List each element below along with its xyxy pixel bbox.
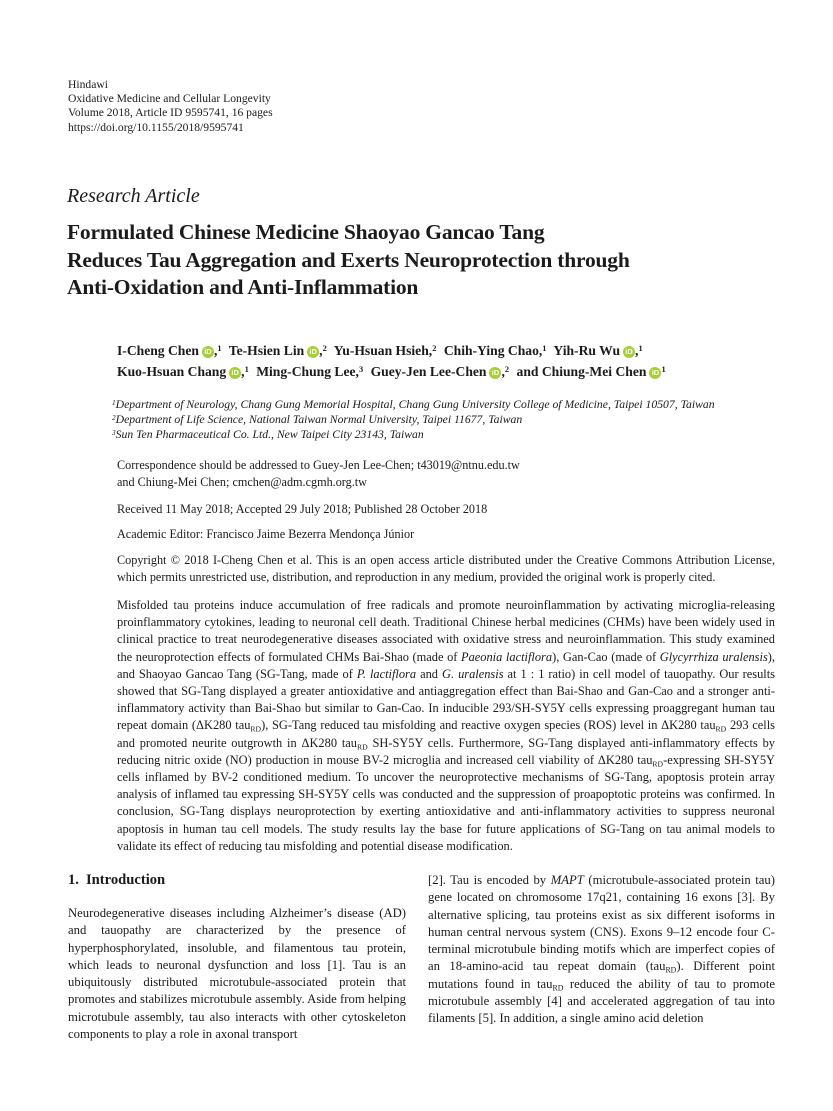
author: Yih-Ru Wu iD ,$^1$ xyxy=(553,343,643,358)
affiliation-ref: 1 xyxy=(638,343,643,354)
author: Guey-Jen Lee-Chen iD ,$^2$ xyxy=(370,363,510,379)
author: Kuo-Hsuan Chang iD ,$^1$ xyxy=(117,363,249,379)
affiliation-list xyxy=(112,398,782,443)
affiliation-ref: 3 xyxy=(358,363,364,374)
author-list xyxy=(117,341,782,382)
introduction-paragraph-right: [2]. Tau is encoded by MAPT (microtubule-associated protein tau) gene located on chromosome 17q21, containing 16 exons [3]. By alternative splicing, tau proteins exist as six different isoforms in human central nervous system (CNS). Exons 9–12 encode four C-terminal microtubule binding motifs which are imperfect copies of an 18-amino-acid tau repeat domain (tau$_{RD}$). Different point mutations found in tau$_{RD}$ reduced the ability of tau to promote microtubule assembly [4] and accelerated aggregation of tau into filaments [5]. In addition, a single amino acid deletion xyxy=(428,873,775,1026)
doi-link[interactable]: https://doi.org/10.1155/2018/9595741 xyxy=(68,120,244,134)
article-dates: Received 11 May 2018; Accepted 29 July 2018; Published 28 October 2018 xyxy=(117,502,488,516)
affiliation-ref: 2 xyxy=(504,363,510,374)
affiliation-ref: 1 xyxy=(542,343,547,354)
affiliation-ref: 1 xyxy=(244,363,249,374)
volume-line: Volume 2018, Article ID 9595741, 16 pages xyxy=(68,106,273,120)
email-link[interactable]: cmchen@adm.cgmh.org.tw xyxy=(232,474,367,489)
body-column-left xyxy=(68,872,406,1043)
affiliation-ref: 1 xyxy=(217,343,222,354)
correspondence-note: Correspondence should be addressed to Guey-Jen Lee-Chen; t43019@ntnu.edu.tw and Chiung-Mei Chen; cmchen@adm.cgmh.org.tw xyxy=(117,458,520,489)
orcid-icon[interactable]: iD xyxy=(649,367,661,379)
orcid-icon[interactable]: iD xyxy=(202,346,214,358)
article-title xyxy=(67,219,777,302)
orcid-icon[interactable]: iD xyxy=(307,346,319,358)
author: I-Cheng Chen iD ,$^1$ xyxy=(117,343,222,358)
orcid-icon[interactable]: iD xyxy=(489,367,501,379)
affiliation: $^2$Department of Life Science, National Taiwan Normal University, Taipei 11677, Taiwan xyxy=(112,412,523,426)
affiliation-ref: 2 xyxy=(432,343,437,354)
affiliation-ref: 2 xyxy=(322,343,327,354)
affiliation-ref: 1 xyxy=(661,363,666,374)
affiliation: $^1$Department of Neurology, Chang Gung Memorial Hospital, Chang Gung University College of Medicine, Taipei 10507, Taiwan xyxy=(112,398,715,411)
author: Yu-Hsuan Hsieh,$^2$ xyxy=(333,343,437,358)
journal-name: Oxidative Medicine and Cellular Longevity xyxy=(68,92,271,106)
title-line-2: Reduces Tau Aggregation and Exerts Neuroprotection through xyxy=(67,247,630,272)
copyright-notice: Copyright © 2018 I-Cheng Chen et al. This is an open access article distributed under the Creative Commons Attribution License, which permits unrestricted use, distribution, and reproduction in any medium, provided the original work is properly cited. xyxy=(117,553,775,584)
title-line-3: Anti-Oxidation and Anti-Inflammation xyxy=(67,275,419,299)
title-line-1: Formulated Chinese Medicine Shaoyao Gancao Tang xyxy=(67,220,545,244)
author: Chih-Ying Chao,$^1$ xyxy=(443,343,547,358)
section-heading-introduction: 1. Introduction xyxy=(68,872,166,888)
academic-editor: Academic Editor: Francisco Jaime Bezerra Mendonça Júnior xyxy=(117,527,415,541)
journal-header xyxy=(68,78,273,135)
orcid-icon[interactable]: iD xyxy=(229,367,241,379)
author: Ming-Chung Lee,$^3$ xyxy=(256,363,364,379)
affiliation: $^3$Sun Ten Pharmaceutical Co. Ltd., New Taipei City 23143, Taiwan xyxy=(112,427,424,441)
orcid-icon[interactable]: iD xyxy=(623,346,635,358)
author: Te-Hsien Lin iD ,$^2$ xyxy=(228,343,327,358)
introduction-paragraph-left: Neurodegenerative diseases including Alzheimer’s disease (AD) and tauopathy are characterized by the presence of hyperphosphorylated, insoluble, and filamentous tau protein, which leads to neuronal dysfunction and loss [1]. Tau is an ubiquitously distributed microtubule-associated protein that promotes and stabilizes microtubule assembly. Aside from helping microtubule assembly, tau also interacts with other cytoskeleton components to play a role in axonal transport xyxy=(68,906,406,1042)
author: and Chiung-Mei Chen iD $^1$ xyxy=(516,363,666,379)
body-column-right xyxy=(428,872,775,1028)
abstract: Misfolded tau proteins induce accumulation of free radicals and promote neuroinflammation by activating microglia-releasing proinflammatory cytokines, leading to neuronal cell death. Traditional Chinese herbal medicines (CHMs) have been widely used in clinical practice to treat neurodegenerative diseases associated with oxidative stress and neuroinflammation. This study examined the neuroprotection effects of formulated CHMs Bai-Shao (made of Paeonia lactiflora), Gan-Cao (made of Glycyrrhiza uralensis), and Shaoyao Gancao Tang (SG-Tang, made of P. lactiflora and G. uralensis at 1 : 1 ratio) in cell model of tauopathy. Our results showed that SG-Tang displayed a greater antioxidative and antiaggregation effect than Bai-Shao and Gan-Cao and a stronger anti-inflammatory activity than Bai-Shao but similar to Gan-Cao. In inducible 293/SH-SY5Y cells expressing proaggregant human tau repeat domain (ΔK280 tau$_{RD}$), SG-Tang reduced tau misfolding and reactive oxygen species (ROS) level in ΔK280 tau$_{RD}$ 293 cells and promoted neurite outgrowth in ΔK280 tau$_{RD}$ SH-SY5Y cells. Furthermore, SG-Tang displayed anti-inflammatory effects by reducing nitric oxide (NO) production in mouse BV-2 microglia and increased cell viability of ΔK280 tau$_{RD}$-expressing SH-SY5Y cells inflamed by BV-2 conditioned medium. To uncover the neuroprotective mechanisms of SG-Tang, apoptosis protein array analysis of inflamed tau expressing SH-SY5Y cells was conducted and the suppression of proapoptotic proteins was confirmed. In conclusion, SG-Tang displays neuroprotection by exerting antioxidative and anti-inflammatory activities to suppress neuronal apoptosis in human tau cell models. The study results lay the base for future applications of SG-Tang on tau animal models to validate its effect of reducing tau misfolding and potential disease modification. xyxy=(117,598,776,853)
article-type-label: Research Article xyxy=(67,185,200,207)
email-link[interactable]: t43019@ntnu.edu.tw xyxy=(417,458,520,472)
publisher-name: Hindawi xyxy=(68,78,108,91)
